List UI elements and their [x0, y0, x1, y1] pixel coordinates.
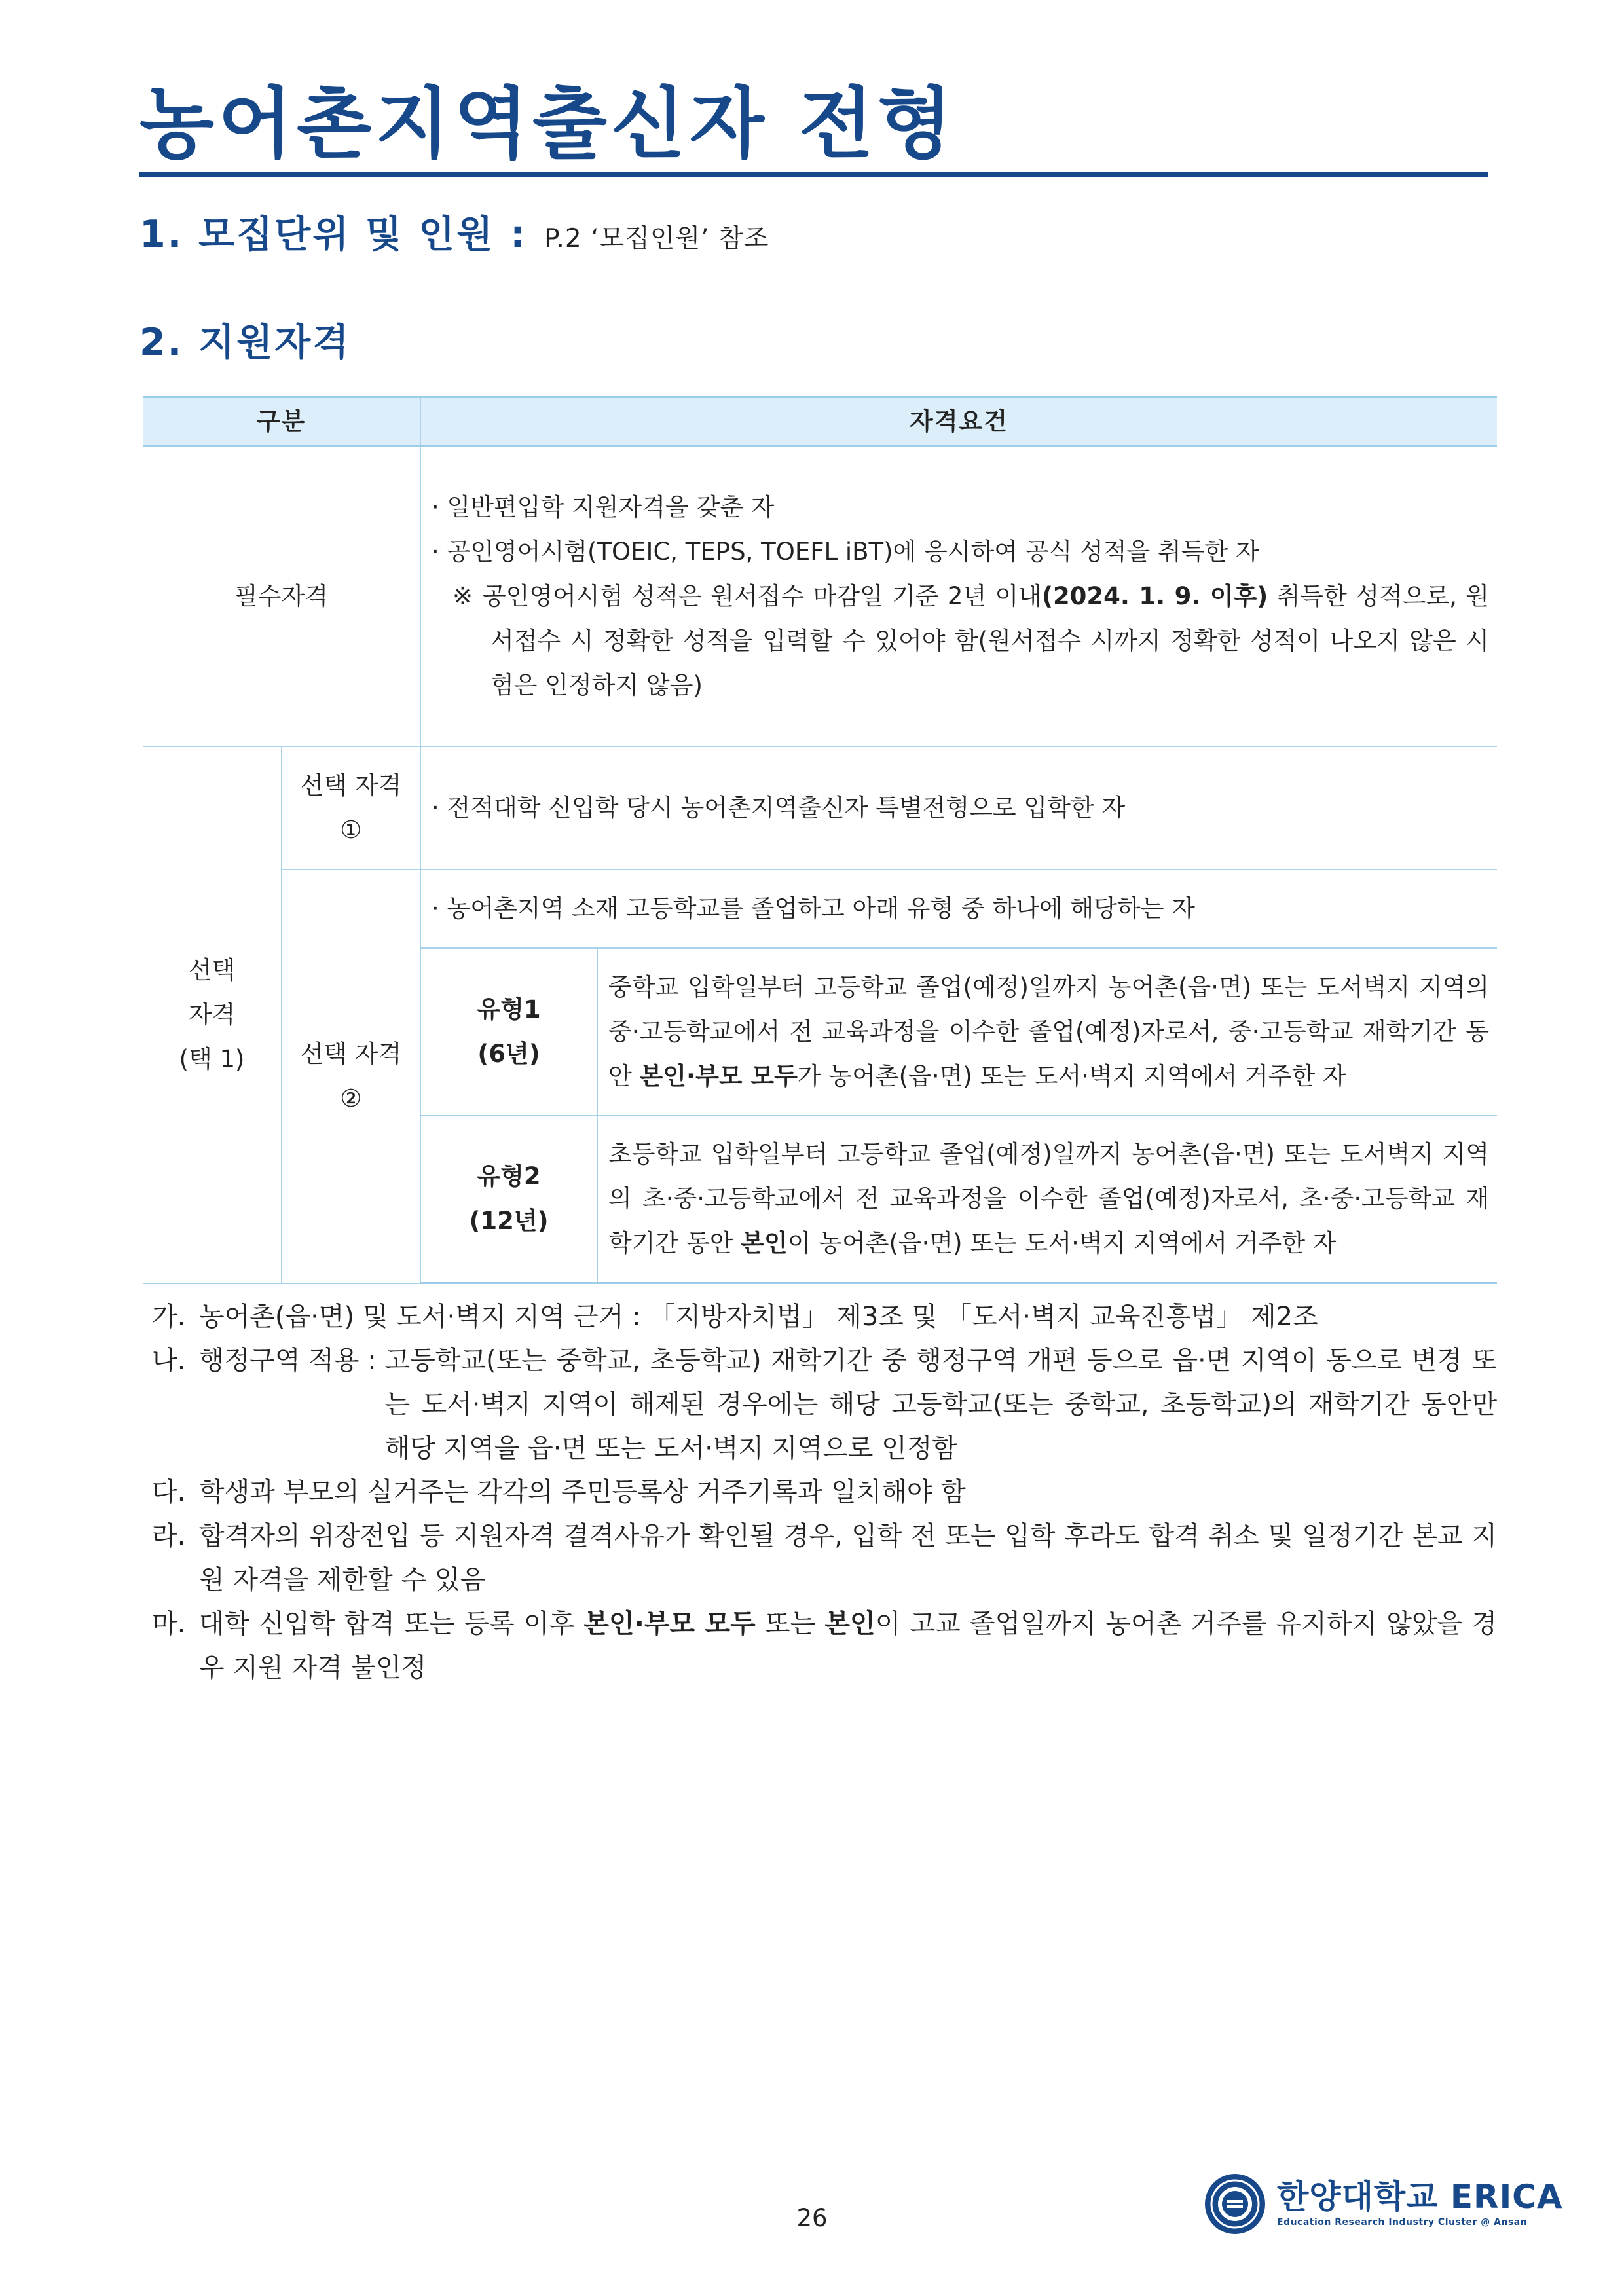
type-2-name: 유형2	[477, 1162, 541, 1191]
note-na-label: 행정구역 적용 :	[199, 1346, 385, 1376]
required-note	[432, 574, 1489, 708]
type-2-years: (12년)	[469, 1207, 549, 1236]
required-label: 필수자격	[143, 447, 420, 746]
table-row-option-1	[143, 746, 1497, 870]
table-row-option-2-intro	[143, 870, 1497, 948]
header-category: 구분	[143, 397, 420, 447]
note-ga-mark: 가.	[152, 1302, 186, 1332]
note-ma-text-3: 이 고교 졸업일까지 농어촌 거주를 유지하지 않았을 경우 지원 자격 불인정	[199, 1609, 1497, 1683]
type-2-label	[420, 1116, 597, 1283]
note-da-mark: 다.	[152, 1477, 186, 1507]
choice-label-line1: 선택	[188, 955, 236, 984]
required-item-1: · 일반편입학 지원자격을 갖춘 자	[432, 492, 775, 521]
note-ga	[152, 1295, 1497, 1339]
note-ga-text: 농어촌(읍·면) 및 도서·벽지 지역 근거 : 「지방자치법」 제3조 및 「도서·벽지 교육진흥법」 제2조	[199, 1302, 1318, 1332]
choice-label-line2: 자격	[188, 1000, 236, 1029]
option-1-label-text: 선택 자격	[300, 771, 402, 799]
option-2-mark: ②	[340, 1084, 362, 1112]
section-1-title: 1. 모집단위 및 인원	[139, 213, 495, 256]
table-row-required	[143, 447, 1497, 746]
type-2-text-end: 이 농어촌(읍·면) 또는 도서·벽지 지역에서 거주한 자	[787, 1229, 1337, 1258]
required-note-date: (2024. 1. 9. 이후)	[1042, 581, 1268, 610]
title-underline	[139, 172, 1488, 177]
option-1-mark: ①	[340, 815, 362, 844]
type-1-text-bold: 본인·부모 모두	[639, 1061, 798, 1090]
note-ma-bold-2: 본인	[824, 1609, 876, 1639]
page-title: 농어촌지역출신자 전형	[139, 79, 956, 169]
note-ma-text-2: 또는	[755, 1609, 825, 1639]
note-ma-mark: 마.	[152, 1609, 186, 1639]
required-note-text: ※ 공인영어시험 성적은 원서접수 마감일 기준 2년 이내	[452, 581, 1043, 610]
option-2-intro: · 농어촌지역 소재 고등학교를 졸업하고 아래 유형 중 하나에 해당하는 자	[420, 870, 1497, 948]
required-list	[432, 485, 1489, 574]
section-1-heading	[139, 213, 769, 256]
type-1-years: (6년)	[477, 1039, 540, 1068]
option-1-label	[282, 746, 420, 870]
logo-subtitle: Education Research Industry Cluster @ Ansan	[1277, 2217, 1528, 2228]
note-na	[152, 1339, 1497, 1471]
note-na-text: 고등학교(또는 중학교, 초등학교) 재학기간 중 행정구역 개편 등으로 읍·면 지역이 동으로 변경 또는 도서·벽지 지역이 해제된 경우에는 해당 고등학교(또는 중학교, 초등학교)의 재학기간 동안만 해당 지역을 읍·면 또는 도서·벽지 지역으로 인정함	[384, 1346, 1497, 1463]
type-1-text-start: 중학교 입학일부터 고등학교 졸업(예정)일까지 농어촌(읍·면) 또는 도서벽지 지역의 중·고등학교에서 전 교육과정을 이수한 졸업(예정)자로서, 중·고등학교 재학기간 동안	[608, 972, 1490, 1090]
type-1-name: 유형1	[477, 995, 541, 1023]
logo-text	[1277, 2180, 1563, 2228]
type-1-text-end: 가 농어촌(읍·면) 또는 도서·벽지 지역에서 거주한 자	[797, 1061, 1346, 1090]
note-da	[152, 1471, 1497, 1515]
type-1-text	[597, 948, 1497, 1116]
note-ma-bold-1: 본인·부모 모두	[583, 1609, 756, 1639]
type-2-text-bold: 본인	[741, 1229, 788, 1258]
note-ra-text: 합격자의 위장전입 등 지원자격 결격사유가 확인될 경우, 입학 전 또는 입학 후라도 합격 취소 및 일정기간 본교 지원 자격을 제한할 수 있음	[199, 1521, 1497, 1595]
note-na-body	[199, 1339, 1497, 1471]
type-2-text-start: 초등학교 입학일부터 고등학교 졸업(예정)일까지 농어촌(읍·면) 또는 도서벽지 지역의 초·중·고등학교에서 전 교육과정을 이수한 졸업(예정)자로서, 초·중·고등학교 재학기간 동안	[608, 1140, 1490, 1258]
page-number: 26	[796, 2204, 828, 2232]
choice-label	[143, 746, 282, 1283]
eligibility-table	[143, 396, 1497, 1284]
type-1-label	[420, 948, 597, 1116]
notes-list	[152, 1295, 1497, 1690]
header-requirements: 자격요건	[420, 397, 1497, 447]
note-ma-text	[199, 1602, 1497, 1690]
note-da-text: 학생과 부모의 실거주는 각각의 주민등록상 거주기록과 일치해야 함	[199, 1477, 966, 1507]
logo-name: 한양대학교 ERICA	[1277, 2178, 1563, 2216]
note-ma-text-1: 대학 신입학 합격 또는 등록 이후	[199, 1609, 584, 1639]
required-note-text-end: 취득한 성적으로, 원서접수 시 정확한 성적을 입력할 수 있어야 함(원서접수 시까지 정확한 성적이 나오지 않은 시험은 인정하지 않음)	[490, 581, 1490, 699]
type-2-text	[597, 1116, 1497, 1283]
note-ra	[152, 1515, 1497, 1602]
university-logo	[1204, 2173, 1563, 2235]
section-1-reference: P.2 ‘모집인원’ 참조	[544, 224, 769, 253]
university-seal-icon	[1204, 2173, 1266, 2235]
table-header-row	[143, 397, 1497, 447]
section-1-colon: :	[510, 213, 528, 256]
required-content	[420, 447, 1497, 746]
option-2-label	[282, 870, 420, 1283]
section-2-heading: 2. 지원자격	[139, 321, 351, 364]
choice-label-line3: (택 1)	[179, 1044, 245, 1073]
note-na-mark: 나.	[152, 1346, 186, 1376]
option-1-text: · 전적대학 신입학 당시 농어촌지역출신자 특별전형으로 입학한 자	[420, 746, 1497, 870]
option-2-label-text: 선택 자격	[300, 1039, 402, 1068]
note-ra-mark: 라.	[152, 1521, 186, 1551]
note-ma	[152, 1602, 1497, 1690]
required-item-2: · 공인영어시험(TOEIC, TEPS, TOEFL iBT)에 응시하여 공식 성적을 취득한 자	[432, 537, 1259, 566]
